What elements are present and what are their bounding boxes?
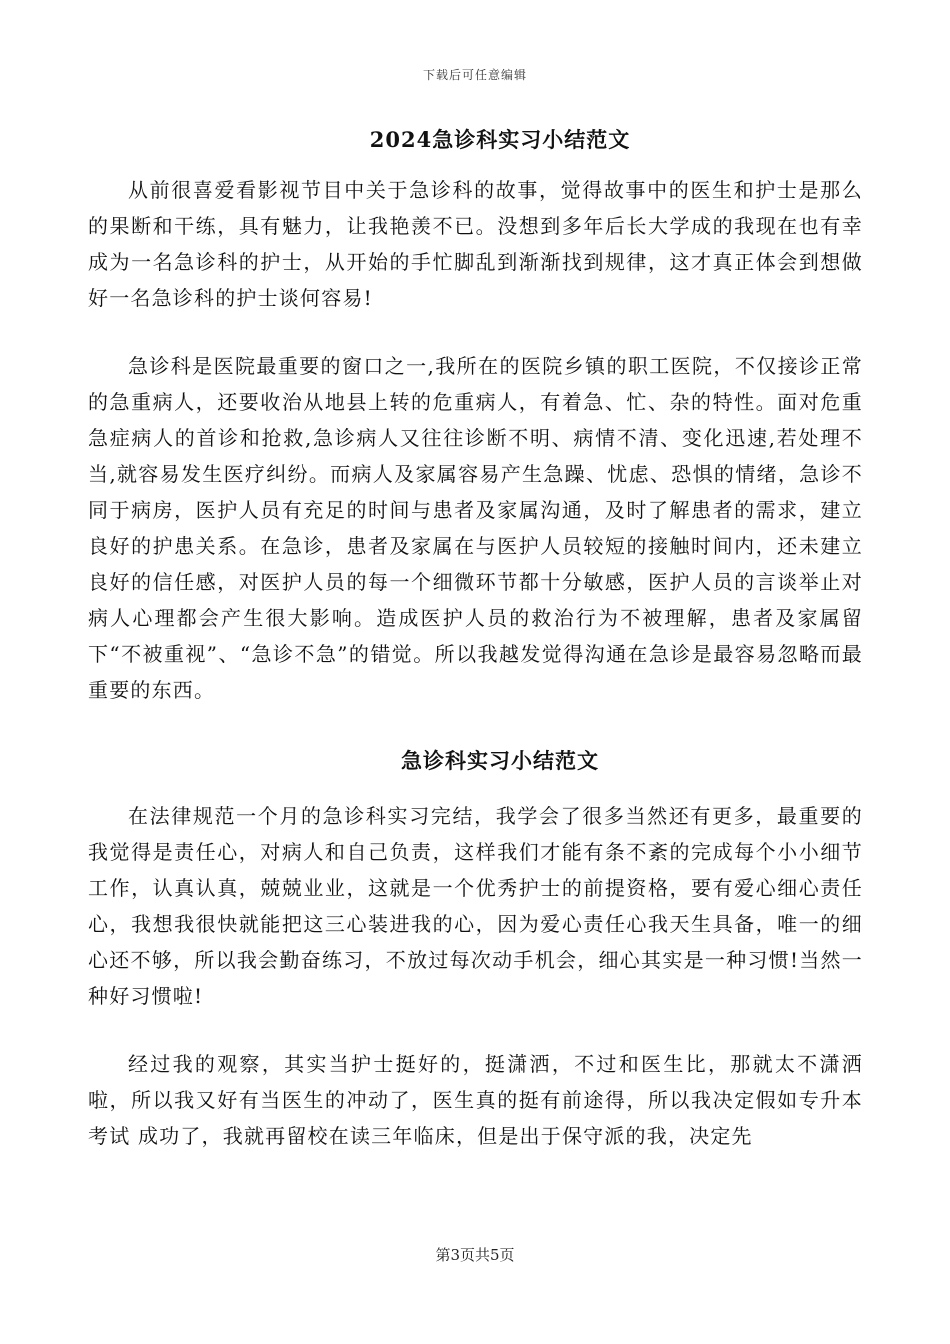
document-title: 2024急诊科实习小结范文 — [369, 127, 631, 152]
page-indicator: 第3页共5页 — [435, 1246, 515, 1264]
paragraph-1: 从前很喜爱看影视节目中关于急诊科的故事，觉得故事中的医生和护士是那么的果断和干练，具有魅力，让我艳羡不已。没想到多年后长大学成的我现在也有幸成为一名急诊科的护士，从开始的手忙脚乱到渐渐找到规律，这才真正体会到想做好一名急诊科的护士谈何容易! — [88, 178, 863, 310]
paragraph-4: 经过我的观察，其实当护士挺好的，挺潇洒，不过和医生比，那就太不潇洒啦，所以我又好有当医生的冲动了，医生真的挺有前途得，所以我决定假如专升本考试 成功了，我就再留校在读三年临床，但是出于保守派的我，决定先 — [88, 1052, 863, 1148]
paragraph-2: 急诊科是医院最重要的窗口之一,我所在的医院乡镇的职工医院，不仅接诊正常的急重病人，还要收治从地县上转的危重病人，有着急、忙、杂的特性。面对危重急症病人的首诊和抢救,急诊病人又往往诊断不明、病情不清、变化迅速,若处理不当,就容易发生医疗纠纷。而病人及家属容易产生急躁、忧虑、恐惧的情绪，急诊不同于病房，医护人员有充足的时间与患者及家属沟通，及时了解患者的需求，建立良好的护患关系。在急诊，患者及家属在与医护人员较短的接触时间内，还未建立良好的信任感，对医护人员的每一个细微环节都十分敏感，医护人员的言谈举止对病人心理都会产生很大影响。造成医护人员的救治行为不被理解，患者及家属留下“不被重视”、“急诊不急”的错觉。所以我越发觉得沟通在急诊是最容易忽略而最重要的东西。 — [88, 354, 863, 702]
header-note: 下载后可任意编辑 — [422, 68, 527, 82]
paragraph-3: 在法律规范一个月的急诊科实习完结，我学会了很多当然还有更多，最重要的我觉得是责任心，对病人和自己负责，这样我们才能有条不紊的完成每个小小细节工作，认真认真，兢兢业业，这就是一个优秀护士的前提资格，要有爱心细心责任心，我想我很快就能把这三心装进我的心，因为爱心责任心我天生具备，唯一的细心还不够，所以我会勤奋练习，不放过每次动手机会，细心其实是一种习惯!当然一种好习惯啦! — [88, 804, 863, 1008]
section-title: 急诊科实习小结范文 — [401, 748, 599, 773]
